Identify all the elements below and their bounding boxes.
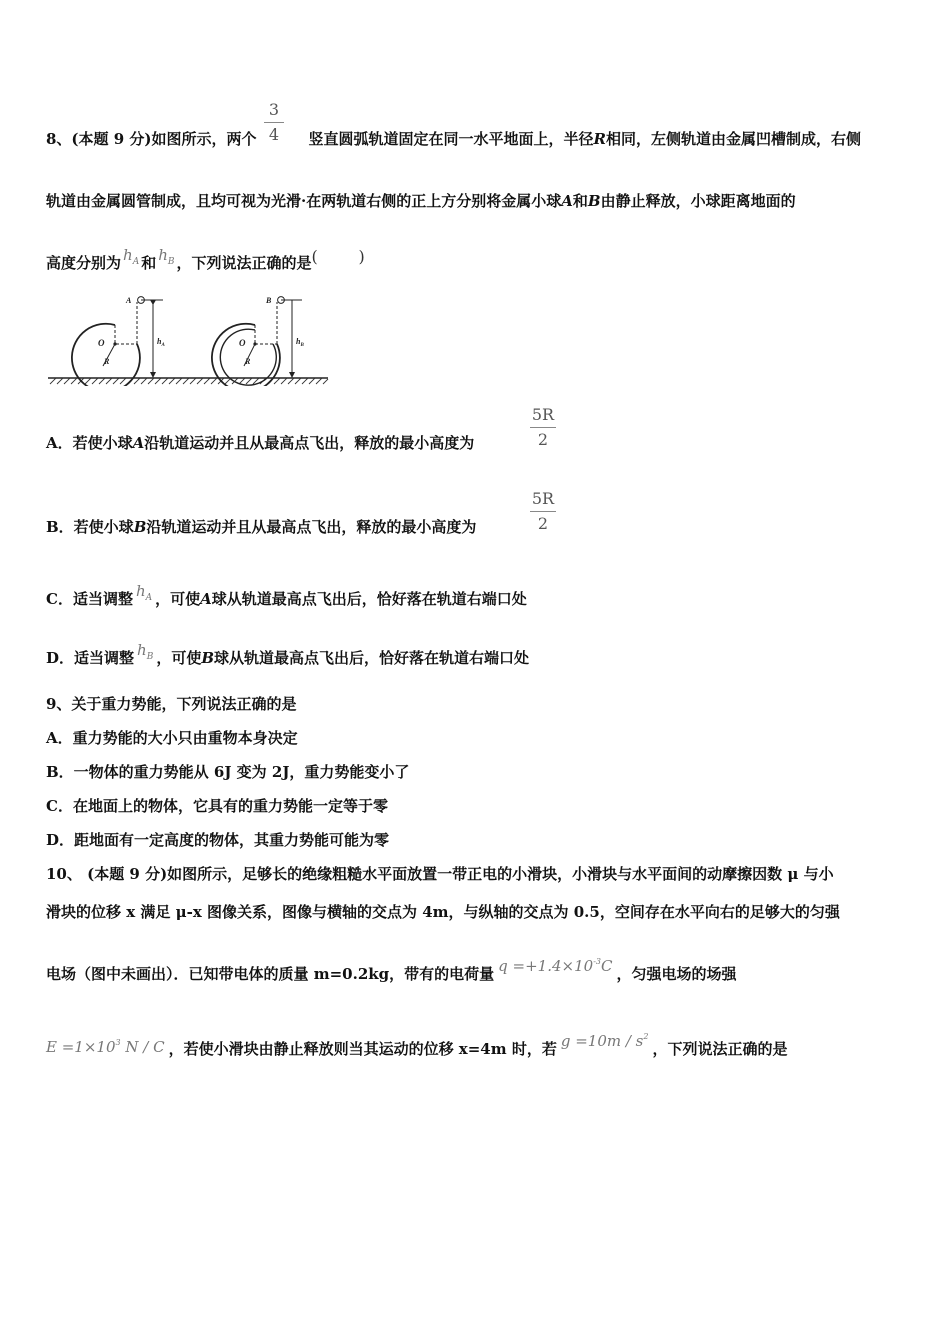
q8-figure	[46, 294, 336, 386]
ball-a-symbol: A	[132, 434, 145, 452]
q8-text: 和	[141, 254, 157, 272]
q8-text: 由静止释放，小球距离地面的	[600, 192, 796, 210]
right-ball-label: B	[266, 296, 272, 305]
left-radius-label: R	[104, 357, 110, 366]
q8-option-d: D．适当调整 $h_B$ ，可使B球从轨道最高点飞出后，恰好落在轨道右端口处	[46, 641, 530, 667]
q8-line-3	[46, 246, 365, 275]
ball-b-symbol: B	[201, 649, 215, 667]
q8-line-2	[46, 190, 796, 211]
right-tube-track	[212, 296, 305, 386]
answer-parentheses: ( )	[311, 247, 365, 266]
ball-a-symbol: A	[561, 192, 573, 210]
fraction-5r-over-2: 5R 2	[531, 489, 555, 533]
left-center-label: O	[98, 338, 105, 348]
hb-symbol: $h_B$	[137, 641, 154, 662]
q8-text: 轨道由金属圆管制成，且均可视为光滑·在两轨道右侧的正上方分别将金属小球	[46, 192, 562, 210]
fraction-5r-over-2: 5R 2	[531, 405, 555, 449]
right-radius-label: R	[245, 357, 251, 366]
ha-symbol: $h_A$	[135, 582, 153, 603]
ha-symbol: $h_A$	[123, 246, 140, 267]
ball-b-symbol: B	[587, 192, 601, 210]
q8-option-a: A．若使小球A沿轨道运动并且从最高点飞出，释放的最小高度为	[46, 434, 475, 452]
q10-line-1: 10、 (本题 9 分)如图所示，足够长的绝缘粗糙水平面放置一带正电的小滑块，小滑块与水平面间的动摩擦因数 μ 与小	[46, 865, 834, 883]
left-height-label: $h_A$	[157, 337, 165, 348]
q9-option-d: D．距地面有一定高度的物体，其重力势能可能为零	[46, 831, 390, 849]
q8-text: 竖直圆弧轨道固定在同一水平地面上，半径	[308, 130, 594, 148]
q10-line-2: 滑块的位移 x 满足 μ-x 图像关系，图像与横轴的交点为 4m，与纵轴的交点为 0.5，空间存在水平向右的足够大的匀强	[46, 903, 840, 921]
ground-hatching	[50, 378, 328, 384]
fraction-denominator: 4	[268, 125, 280, 144]
right-height-label: $h_B$	[296, 337, 304, 348]
radius-symbol: R	[593, 130, 606, 148]
q9-option-b: B．一物体的重力势能从 6J 变为 2J，重力势能变小了	[46, 763, 410, 781]
q8-text: 高度分别为	[46, 254, 122, 272]
ball-a-symbol: A	[200, 590, 212, 608]
q8-option-b: B．若使小球B沿轨道运动并且从最高点飞出，释放的最小高度为	[46, 518, 477, 536]
field-expression: $E =1\times 10^3$ N / C	[46, 1038, 165, 1056]
q9-stem: 9、关于重力势能，下列说法正确的是	[46, 695, 297, 713]
q8-text: 和	[572, 192, 588, 210]
q8-text: ，下列说法正确的是	[176, 254, 312, 272]
fraction-numerator: 3	[268, 100, 280, 119]
left-groove-track	[72, 296, 166, 386]
ball-b-symbol: B	[133, 518, 147, 536]
q8-line-1	[46, 128, 861, 149]
q10-line-4: $E =1\times 10^3$ N / C ，若使小滑块由静止释放则当其运动的位移 x=4m 时，若 $g =10m / s^2$，下列说法正确的是	[46, 1032, 788, 1058]
fraction-bar	[264, 122, 284, 123]
q10-line-3: 电场（图中未画出）．已知带电体的质量 m=0.2kg，带有的电荷量 $q =+1.4\times 10^{-3}C$ ，匀强电场的场强	[46, 957, 737, 983]
q8-text: 8、(本题 9 分)如图所示，两个	[46, 130, 257, 148]
q9-option-a: A．重力势能的大小只由重物本身决定	[46, 729, 298, 747]
right-center-label: O	[239, 338, 246, 348]
gravity-expression: $g =10m / s^2$	[560, 1032, 649, 1050]
left-ball-label: A	[126, 296, 132, 305]
q8-text: 相同，左侧轨道由金属凹槽制成，右侧	[606, 130, 862, 148]
q9-option-c: C．在地面上的物体，它具有的重力势能一定等于零	[46, 797, 388, 815]
q8-option-c: C．适当调整 $h_A$ ，可使A球从轨道最高点飞出后，恰好落在轨道右端口处	[46, 582, 527, 608]
hb-symbol: $h_B$	[158, 246, 175, 267]
charge-expression: $q =+1.4\times 10^{-3}C$	[498, 957, 613, 975]
